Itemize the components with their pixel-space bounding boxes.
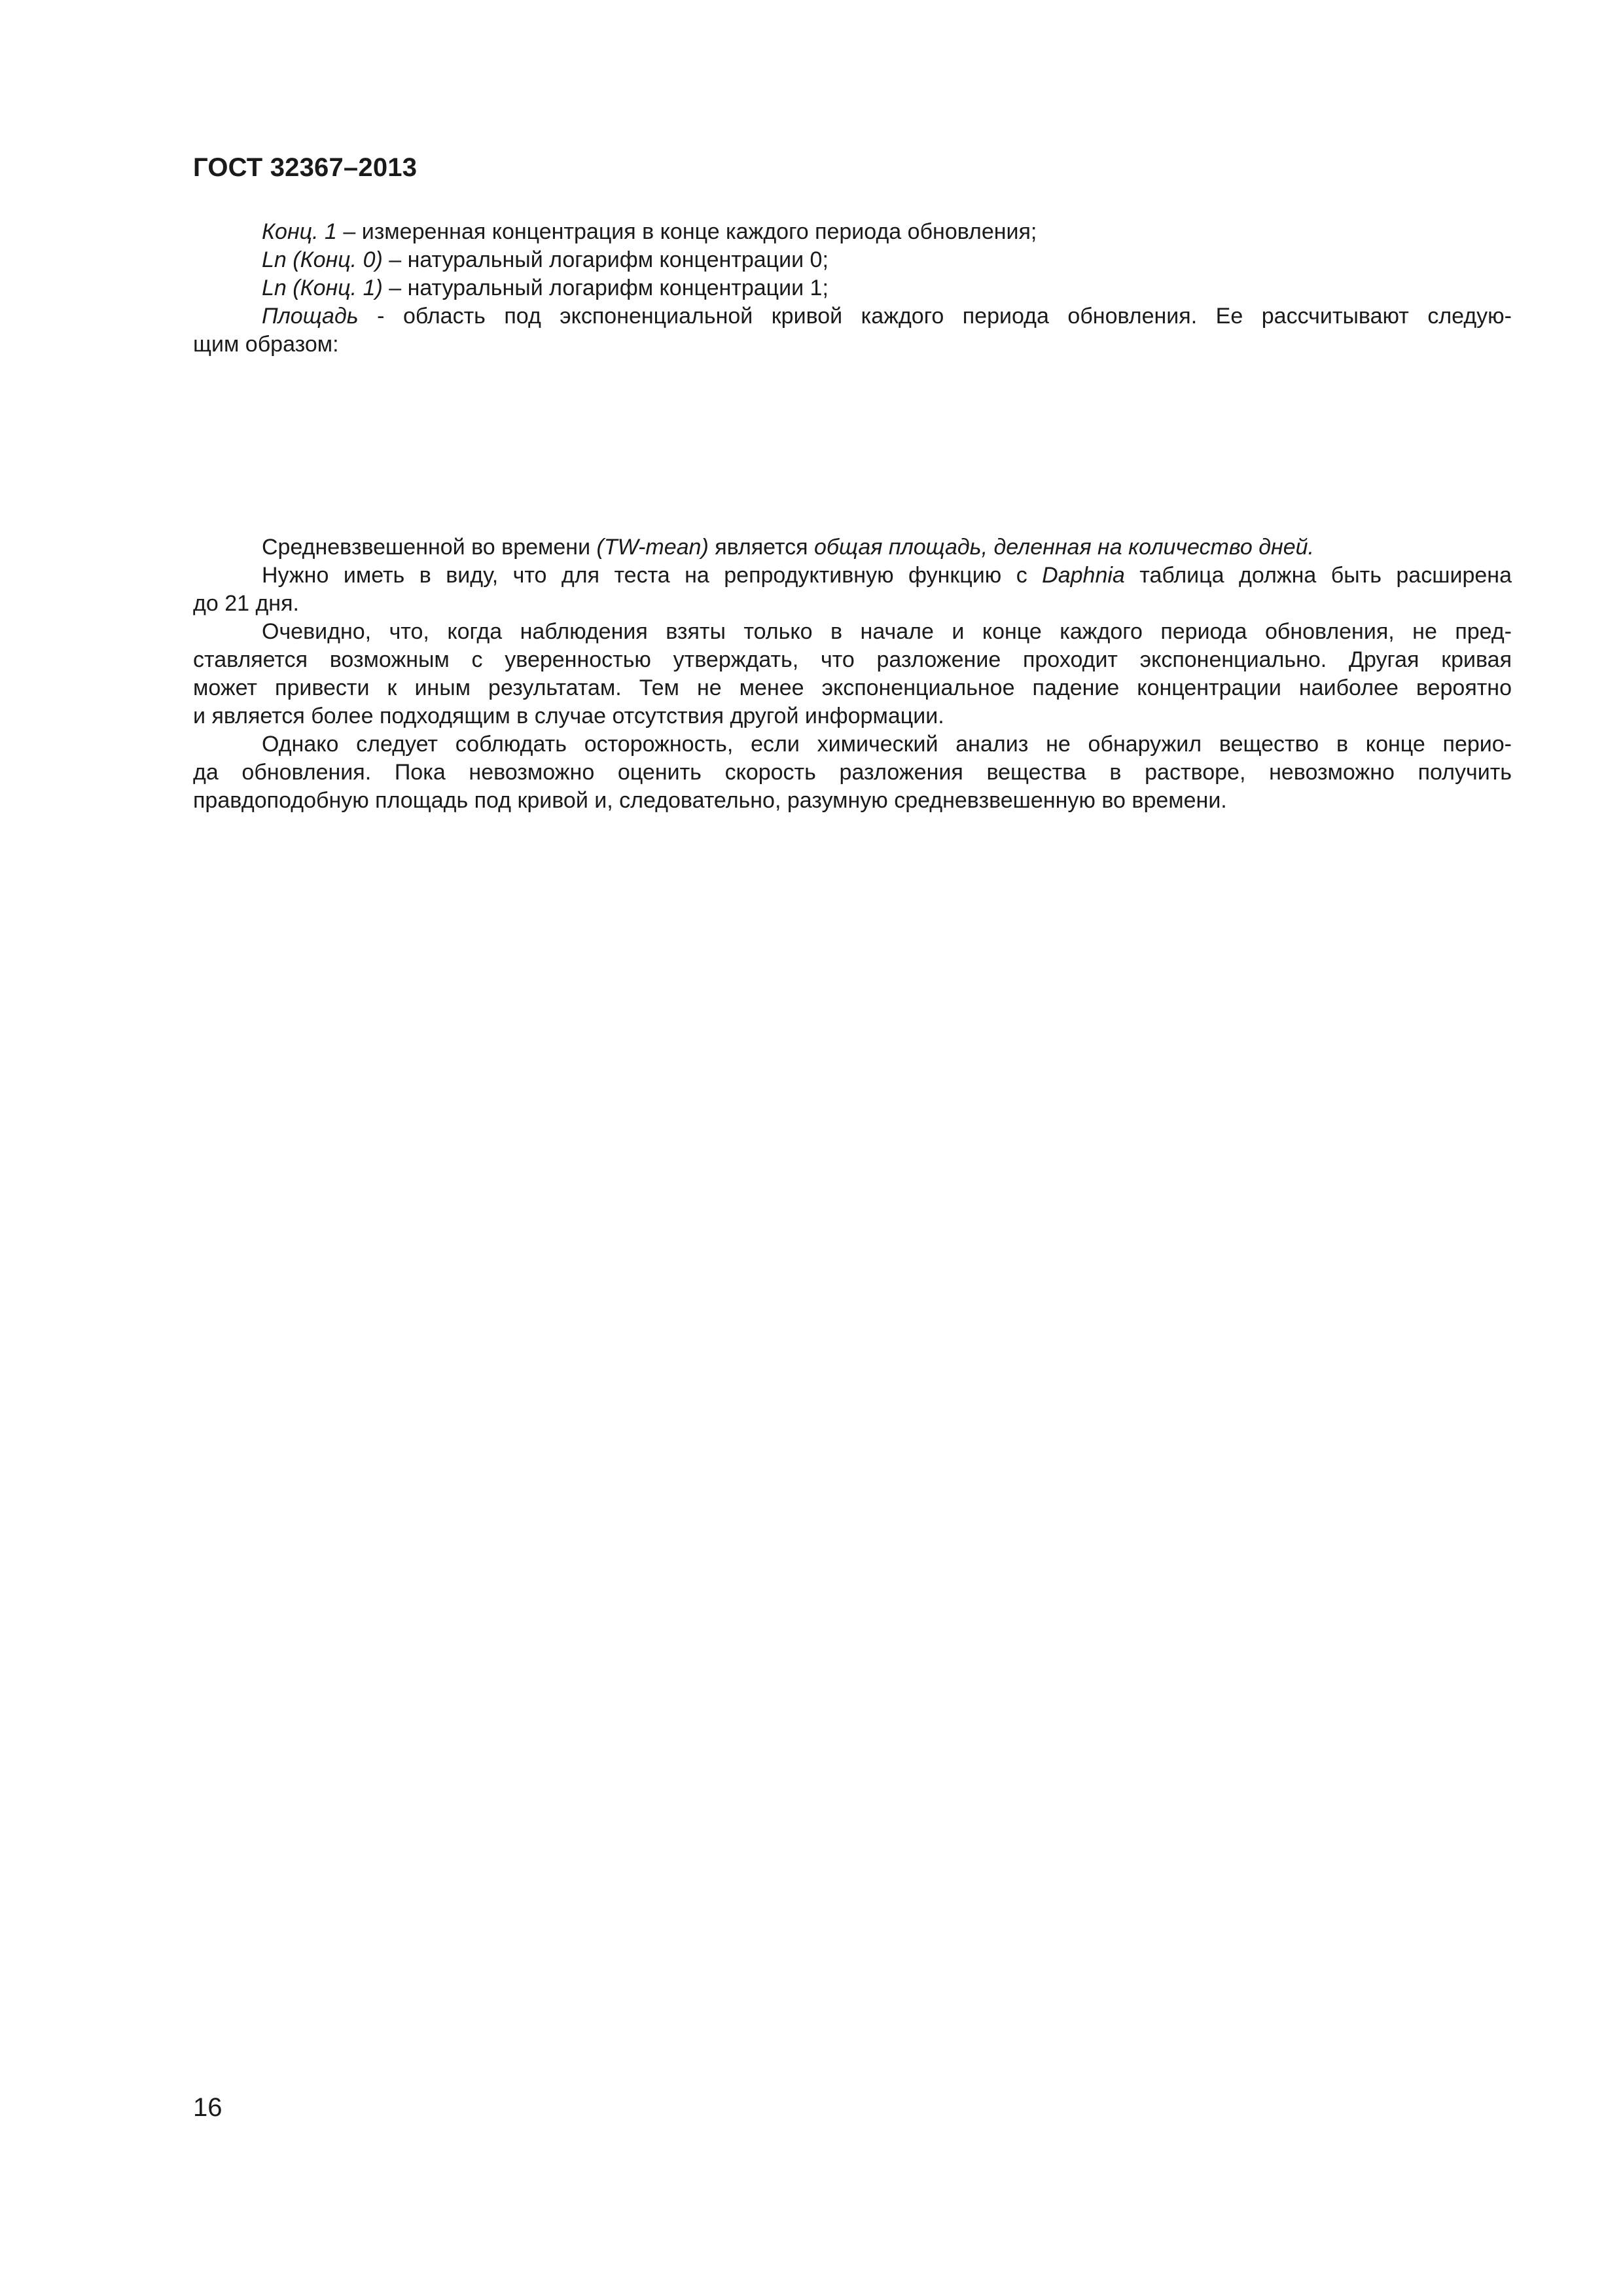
paragraph-line: правдоподобную площадь под кривой и, следовательно, разумную средневзвешенную во времени.: [193, 788, 1227, 813]
paragraph-daphnia: [193, 562, 1512, 618]
definition-text: – измеренная концентрация в конце каждого периода обновления;: [336, 219, 1037, 244]
definition-item: [193, 246, 1512, 274]
page-header-title: ГОСТ 32367–2013: [193, 153, 418, 182]
paragraph-tw-mean: [193, 533, 1512, 562]
paragraph-line: [193, 562, 1512, 590]
definition-term: Ln (Конц. 0): [262, 247, 383, 272]
text-run: таблица должна быть расширена: [1124, 563, 1512, 588]
text-run: Нужно иметь в виду, что для теста на репродуктивную функцию с: [262, 563, 1043, 588]
definition-item: [193, 302, 1512, 359]
text-run-italic: Daphnia: [1042, 563, 1125, 588]
paragraph-caution: [193, 730, 1512, 815]
definition-text: – натуральный логарифм концентрации 0;: [382, 247, 829, 272]
definition-item: [193, 274, 1512, 302]
paragraph-line: ставляется возможным с уверенностью утверждать, что разложение проходит экспоненциально. Другая кривая: [193, 647, 1512, 672]
definition-term: Конц. 1: [262, 219, 337, 244]
body-text: [193, 533, 1512, 815]
definitions-list: [193, 218, 1512, 359]
definition-item: [193, 218, 1512, 246]
paragraph-obviously: [193, 618, 1512, 730]
definition-term: Ln (Конц. 1): [262, 276, 383, 300]
paragraph-line: да обновления. Пока невозможно оценить скорость разложения вещества в растворе, невозможно получить: [193, 760, 1512, 785]
text-run: является: [708, 535, 814, 560]
text-run-italic: (TW-mean): [596, 535, 709, 560]
paragraph-line: может привести к иным результатам. Тем не менее экспоненциальное падение концентрации наиболее вероятно: [193, 675, 1512, 700]
definition-line: [193, 302, 1512, 331]
text-run: Средневзвешенной во времени: [262, 535, 597, 560]
paragraph-line: Однако следует соблюдать осторожность, если химический анализ не обнаружил вещество в конце перио-: [262, 732, 1512, 757]
definition-line: щим образом:: [193, 332, 339, 357]
paragraph-line: Очевидно, что, когда наблюдения взяты только в начале и конце каждого периода обновления, не пред-: [262, 619, 1512, 644]
definition-term: Площадь: [262, 304, 359, 329]
paragraph-line: и является более подходящим в случае отсутствия другой информации.: [193, 704, 944, 728]
page-number: 16: [193, 2093, 223, 2122]
paragraph-line: до 21 дня.: [193, 591, 299, 616]
text-run-italic: общая площадь, деленная на количество дней.: [814, 535, 1314, 560]
definition-text: - область под экспоненциальной кривой каждого периода обновления. Ее рассчитывают следую-: [358, 304, 1512, 329]
definition-text: – натуральный логарифм концентрации 1;: [382, 276, 829, 300]
